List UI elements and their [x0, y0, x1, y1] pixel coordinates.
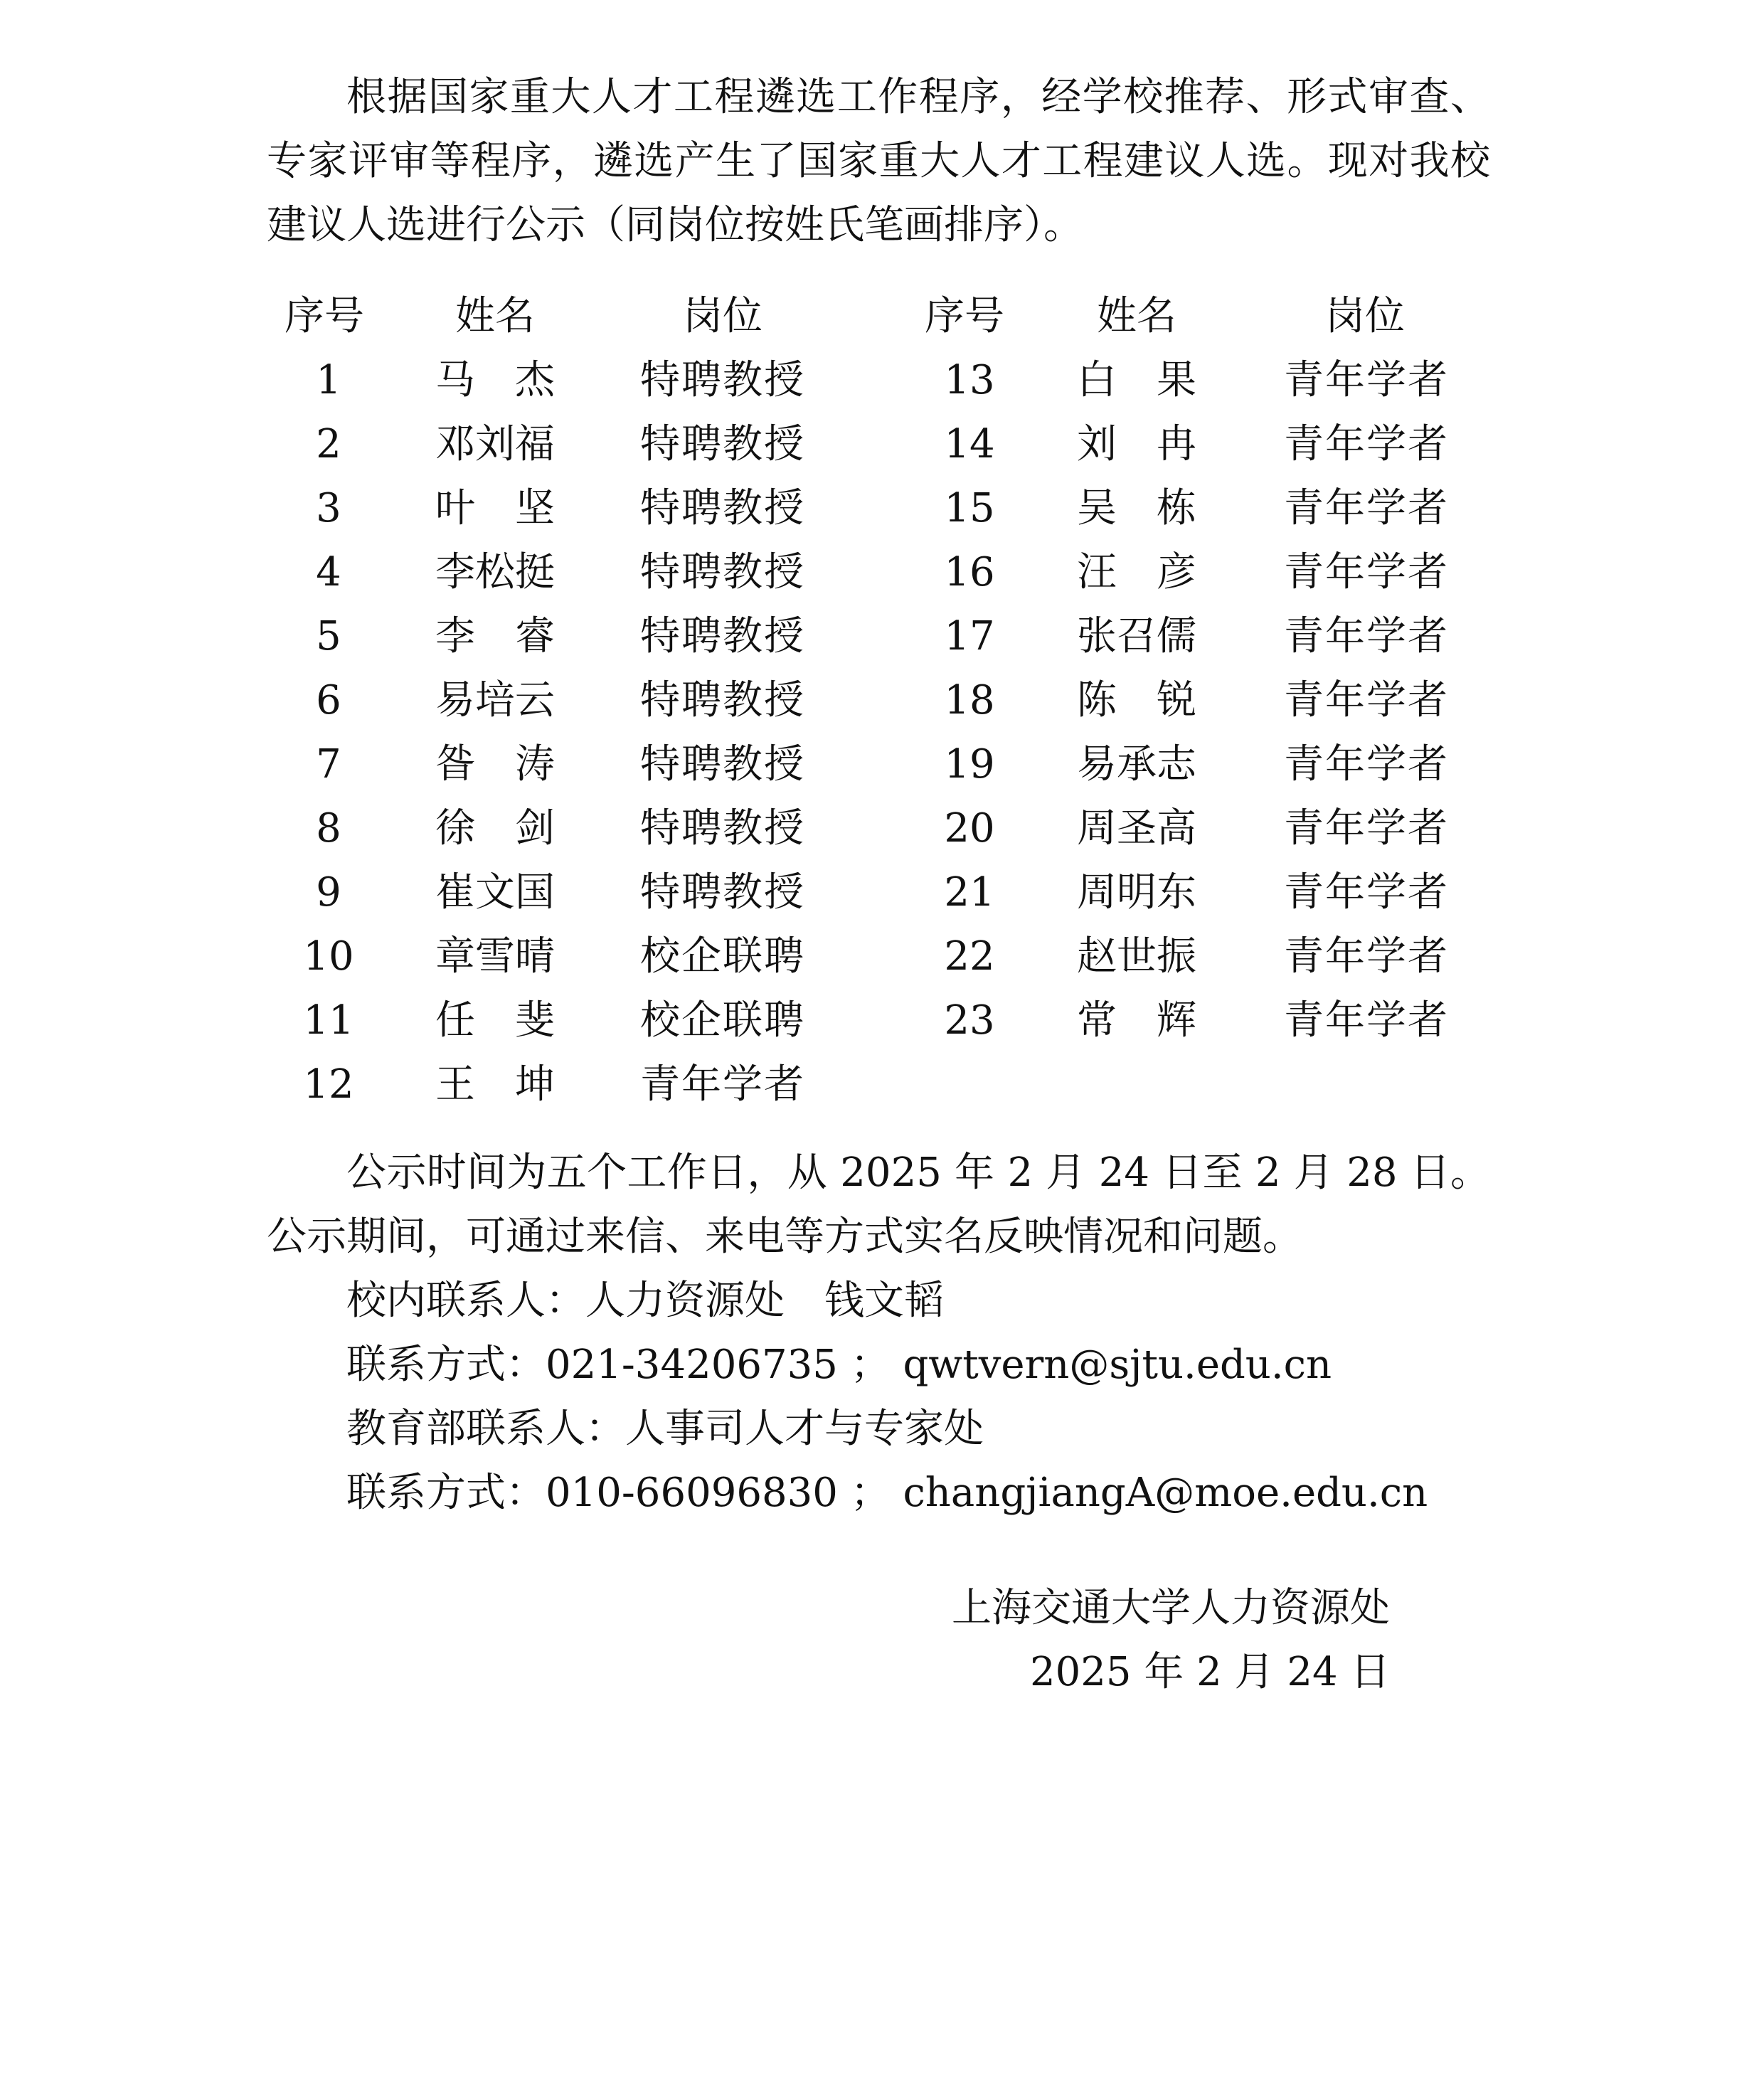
row-name: 易培云	[435, 677, 555, 723]
intro-paragraph: 根据国家重大人才工程遴选工作程序，经学校推荐、形式审查、专家评审等程序，遴选产生了国家重大人才工程建议人选。现对我校建议人选进行公示（同岗位按姓氏笔画排序）。	[267, 74, 1490, 248]
row-num-right: 21	[944, 869, 995, 916]
row-name-right: 周圣高	[1077, 805, 1196, 852]
row-num: 1	[316, 357, 341, 403]
row-name: 邓刘福	[435, 421, 555, 467]
row-post-right: 青年学者	[1284, 805, 1449, 852]
header-post: 岗位	[683, 293, 763, 339]
table-row	[0, 541, 1764, 605]
table-row	[0, 733, 1764, 797]
row-name: 崔文国	[435, 869, 555, 916]
row-name: 昝涛	[435, 741, 555, 788]
row-name-right: 吴栋	[1077, 485, 1196, 531]
header-post-right: 岗位	[1325, 293, 1405, 339]
row-name: 李睿	[435, 613, 555, 659]
row-name-right: 常辉	[1077, 997, 1196, 1044]
row-post: 青年学者	[640, 1061, 805, 1108]
table-row	[0, 413, 1764, 477]
header-name-right: 姓名	[1097, 293, 1176, 339]
table-row	[0, 861, 1764, 925]
row-num: 12	[303, 1061, 354, 1108]
row-name: 王坤	[435, 1061, 555, 1108]
row-post-right: 青年学者	[1284, 869, 1449, 916]
row-num-right: 18	[944, 677, 995, 723]
table-row	[0, 349, 1764, 413]
table-row	[0, 605, 1764, 669]
row-num: 9	[316, 869, 341, 916]
table-row	[0, 925, 1764, 989]
row-post-right: 青年学者	[1284, 741, 1449, 788]
row-num-right: 20	[944, 805, 995, 852]
row-post: 特聘教授	[640, 677, 805, 723]
row-num: 11	[303, 997, 354, 1044]
row-post-right: 青年学者	[1284, 613, 1449, 659]
row-num-right: 19	[944, 741, 995, 788]
row-name-right: 陈锐	[1077, 677, 1196, 723]
row-name: 叶坚	[435, 485, 555, 531]
row-num-right: 16	[944, 549, 995, 595]
row-post-right: 青年学者	[1284, 677, 1449, 723]
table-row	[0, 989, 1764, 1053]
row-post-right: 青年学者	[1284, 485, 1449, 531]
row-name: 章雪晴	[435, 933, 555, 980]
header-name: 姓名	[455, 293, 535, 339]
row-name-right: 白果	[1077, 357, 1196, 403]
row-num: 7	[316, 741, 341, 788]
signature-date: 2025 年 2 月 24 日	[1030, 1649, 1391, 1695]
table-row	[0, 1053, 1764, 1117]
header-num-right: 序号	[925, 293, 1004, 339]
row-num: 3	[316, 485, 341, 531]
row-name-right: 张召儒	[1077, 613, 1196, 659]
row-name: 马杰	[435, 357, 555, 403]
row-num: 10	[303, 933, 354, 980]
row-num-right: 14	[944, 421, 995, 467]
row-name: 任斐	[435, 997, 555, 1044]
row-num-right: 15	[944, 485, 995, 531]
row-post: 校企联聘	[640, 997, 805, 1044]
row-name: 李松挺	[435, 549, 555, 595]
row-post-right: 青年学者	[1284, 549, 1449, 595]
row-num-right: 17	[944, 613, 995, 659]
row-post: 特聘教授	[640, 485, 805, 531]
row-post: 特聘教授	[640, 421, 805, 467]
row-post: 特聘教授	[640, 357, 805, 403]
row-num: 4	[316, 549, 341, 595]
row-num: 6	[316, 677, 341, 723]
row-post-right: 青年学者	[1284, 997, 1449, 1044]
row-name-right: 刘冉	[1077, 421, 1196, 467]
moe-contact: 教育部联系人：人事司人才与专家处	[346, 1406, 984, 1452]
table-row	[0, 669, 1764, 733]
row-num-right: 22	[944, 933, 995, 980]
row-post-right: 青年学者	[1284, 357, 1449, 403]
school-contact: 校内联系人：人力资源处 钱文韬	[346, 1278, 944, 1324]
row-post: 特聘教授	[640, 613, 805, 659]
row-name-right: 赵世振	[1077, 933, 1196, 980]
row-post: 特聘教授	[640, 741, 805, 788]
row-name-right: 汪彦	[1077, 549, 1196, 595]
row-post: 特聘教授	[640, 549, 805, 595]
row-post-right: 青年学者	[1284, 933, 1449, 980]
table-row	[0, 797, 1764, 861]
row-post: 特聘教授	[640, 869, 805, 916]
table-row	[0, 477, 1764, 541]
row-num: 5	[316, 613, 341, 659]
table-header	[0, 285, 1764, 349]
row-name: 徐剑	[435, 805, 555, 852]
row-name-right: 周明东	[1077, 869, 1196, 916]
period-paragraph: 公示时间为五个工作日，从 2025 年 2 月 24 日至 2 月 28 日。公示期间，可通过来信、来电等方式实名反映情况和问题。	[267, 1150, 1490, 1260]
row-post-right: 青年学者	[1284, 421, 1449, 467]
row-num-right: 13	[944, 357, 995, 403]
row-num: 8	[316, 805, 341, 852]
row-post: 校企联聘	[640, 933, 805, 980]
row-num-right: 23	[944, 997, 995, 1044]
signature-org: 上海交通大学人力资源处	[952, 1585, 1390, 1631]
moe-contact-info: 联系方式：010-66096830 ； changjiangA@moe.edu.cn	[346, 1470, 1428, 1516]
school-contact-info: 联系方式：021-34206735 ； qwtvern@sjtu.edu.cn	[346, 1342, 1332, 1388]
header-num: 序号	[285, 293, 364, 339]
row-num: 2	[316, 421, 341, 467]
row-post: 特聘教授	[640, 805, 805, 852]
row-name-right: 易承志	[1077, 741, 1196, 788]
